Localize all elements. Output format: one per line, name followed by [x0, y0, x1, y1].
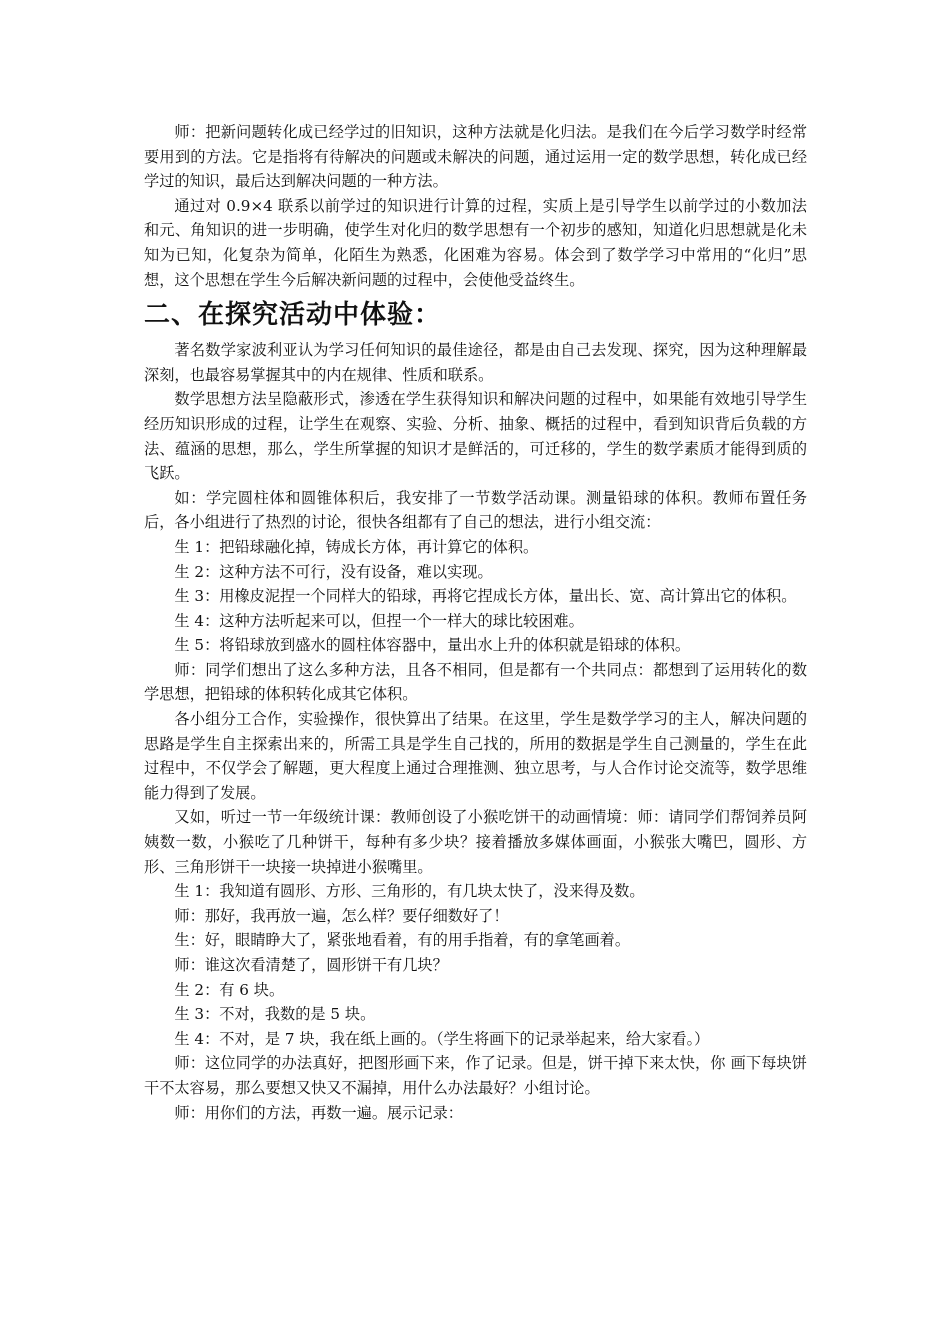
dialogue-line: 生 2：有 6 块。	[174, 980, 285, 999]
dialogue-line: 生 4：这种方法听起来可以，但捏一个一样大的球比较困难。	[174, 611, 584, 630]
dialogue-line: 生 1：把铅球融化掉，铸成长方体，再计算它的体积。	[174, 537, 539, 556]
paragraph: 如：学完圆柱体和圆锥体积后，我安排了一节数学活动课。测量铅球的体积。教师布置任务后，各小组进行了热烈的讨论，很快各组都有了自己的想法，进行小组交流：	[144, 488, 807, 532]
paragraph: 各小组分工合作，实验操作，很快算出了结果。在这里，学生是数学学习的主人，解决问题的思路是学生自主探索出来的，所需工具是学生自己找的，所用的数据是学生自己测量的，学生在此过程中，不仅学会了解题，更大程度上通过合理推测、独立思考，与人合作讨论交流等，数学思维能力得到了发展。	[144, 710, 807, 802]
paragraph: 师：把新问题转化成已经学过的旧知识，这种方法就是化归法。是我们在今后学习数学时经常要用到的方法。它是指将有待解决的问题或未解决的问题，通过运用一定的数学思想，转化成已经学过的知识，最后达到解决问题的一种方法。	[144, 123, 807, 191]
dialogue-line: 生：好，眼睛睁大了，紧张地看着，有的用手指着，有的拿笔画着。	[174, 931, 631, 950]
paragraph: 通过对 0.9×4 联系以前学过的知识进行计算的过程，实质上是引导学生以前学过的小数加法和元、角知识的进一步明确，使学生对化归的数学思想有一个初步的感知，知道化归思想就是化未知为已知，化复杂为简单，化陌生为熟悉，化困难为容易。体会到了数学学习中常用的“化归”思想，这个思想在学生今后解决新问题的过程中，会使他受益终生。	[144, 196, 807, 289]
dialogue-line: 师：这位同学的办法真好，把图形画下来，作了记录。但是，饼干掉下来太快，你 画下每块饼干不太容易，那么要想又快又不漏掉，用什么办法最好？小组讨论。	[144, 1054, 807, 1097]
dialogue-line: 师：同学们想出了这么多种方法，且各不相同，但是都有一个共同点：都想到了运用转化的数学思想，把铅球的体积转化成其它体积。	[144, 660, 807, 704]
dialogue-line: 师：谁这次看清楚了，圆形饼干有几块？	[174, 956, 448, 974]
paragraph: 著名数学家波利亚认为学习任何知识的最佳途径，都是由自己去发现、探究，因为这种理解最深刻，也最容易掌握其中的内在规律、性质和联系。	[144, 341, 807, 384]
dialogue-line: 生 5：将铅球放到盛水的圆柱体容器中，量出水上升的体积就是铅球的体积。	[174, 636, 691, 655]
document-page	[144, 120, 807, 1125]
paragraph: 又如，听过一节一年级统计课：教师创设了小猴吃饼干的动画情境：师：请同学们帮饲养员阿姨数一数，小猴吃了几种饼干，每种有多少块？接着播放多媒体画面，小猴张大嘴巴，圆形、方形、三角形饼干一块接一块掉进小猴嘴里。	[144, 808, 807, 876]
dialogue-line: 生 2：这种方法不可行，没有设备，难以实现。	[174, 562, 493, 581]
dialogue-line: 生 4：不对，是 7 块，我在纸上画的。（学生将画下的记录举起来，给大家看。）	[174, 1029, 710, 1048]
paragraph: 数学思想方法呈隐蔽形式，渗透在学生获得知识和解决问题的过程中，如果能有效地引导学生经历知识形成的过程，让学生在观察、实验、分析、抽象、概括的过程中，看到知识背后负载的方法、蕴涵的思想，那么，学生所掌握的知识才是鲜活的，可迁移的，学生的数学素质才能得到质的飞跃。	[144, 390, 807, 483]
dialogue-line: 生 1：我知道有圆形、方形、三角形的，有几块太快了，没来得及数。	[174, 882, 645, 901]
dialogue-line: 师：用你们的方法，再数一遍。展示记录：	[174, 1103, 463, 1122]
dialogue-line: 生 3：不对，我数的是 5 块。	[174, 1005, 376, 1024]
dialogue-line: 师：那好，我再放一遍，怎么样？要仔细数好了！	[174, 906, 509, 925]
section-heading: 二、在探究活动中体验：	[144, 300, 442, 331]
dialogue-line: 生 3：用橡皮泥捏一个同样大的铅球，再将它捏成长方体，量出长、宽、高计算出它的体积。	[174, 587, 797, 606]
